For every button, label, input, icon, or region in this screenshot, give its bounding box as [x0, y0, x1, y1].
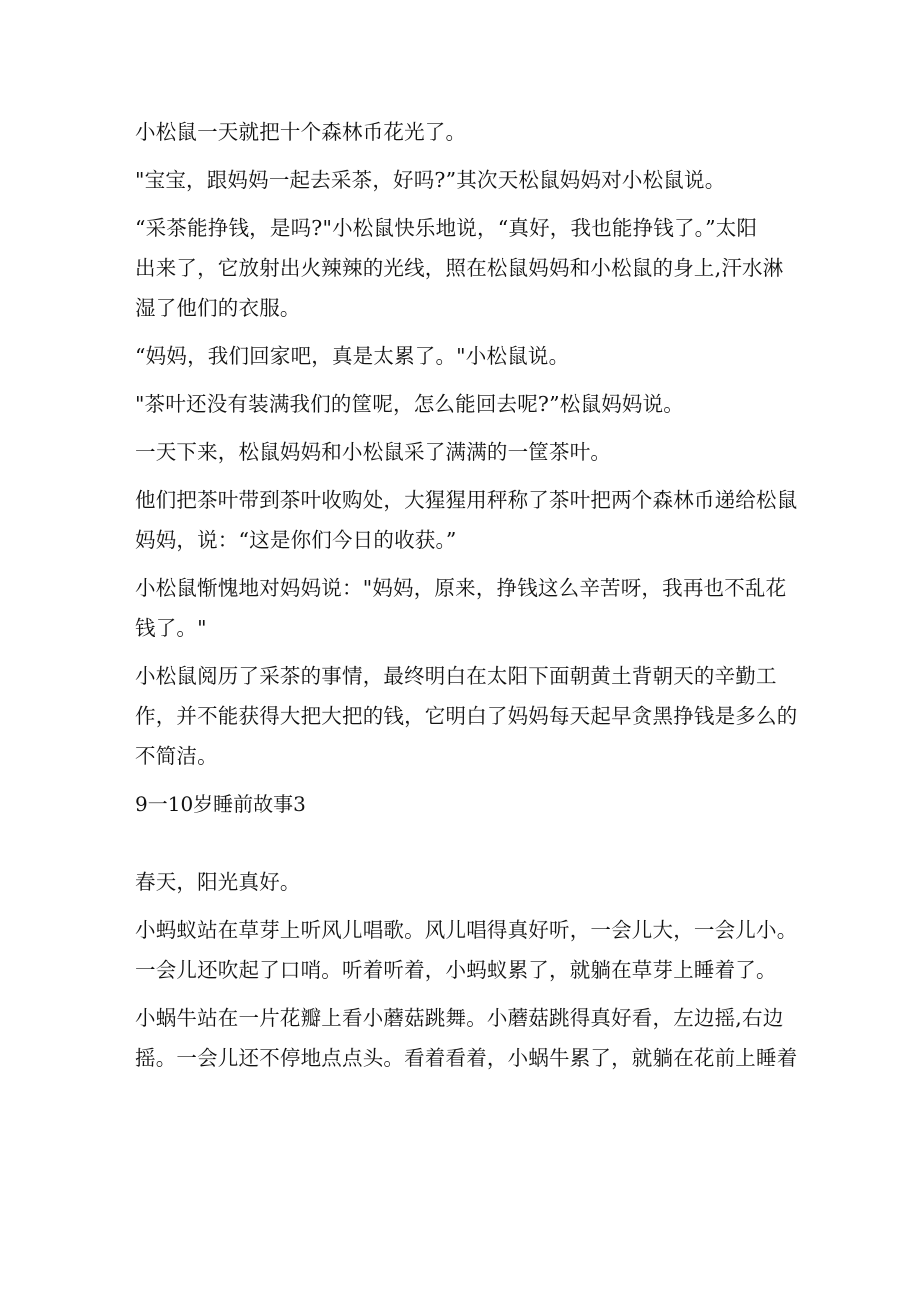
text-line: “妈妈，我们回家吧，真是太累了。"小松鼠说。 [135, 344, 570, 368]
text-line: 春天，阳光真好。 [135, 870, 301, 894]
paragraph-8 [135, 568, 787, 648]
paragraph-4 [135, 336, 783, 376]
paragraph-6 [135, 432, 783, 472]
text-line: “采茶能挣钱，是吗?"小松鼠快乐地说，“真好，我也能挣钱了。”太阳 [135, 216, 758, 240]
text-line: 小蚂蚁站在草芽上听风儿唱歌。风儿唱得真好听，一会儿大，一会儿小。 [135, 918, 798, 942]
text-line: 出来了，它放射出火辣辣的光线，照在松鼠妈妈和小松鼠的身上,汗水淋 [135, 256, 784, 280]
paragraph-12 [135, 998, 798, 1078]
text-line: 作，并不能获得大把大把的钱，它明白了妈妈每天起早贪黑挣钱是多么的 [135, 704, 798, 728]
paragraph-2 [135, 160, 783, 200]
text-line: 小蜗牛站在一片花瓣上看小蘑菇跳舞。小蘑菇跳得真好看，左边摇,右边 [135, 1006, 784, 1030]
text-line: 一会儿还吹起了口哨。听着听着，小蚂蚁累了，就躺在草芽上睡着了。 [135, 958, 777, 982]
paragraph-11 [135, 910, 798, 990]
document-body [135, 112, 798, 1086]
text-line: 摇。一会儿还不停地点点头。看着看着，小蜗牛累了，就躺在花前上睡着 [135, 1046, 798, 1070]
paragraph-1 [135, 112, 783, 152]
section-heading: 9一10岁睡前故事3 [135, 792, 306, 816]
paragraph-5 [135, 384, 783, 424]
text-line: 小松鼠阅历了采茶的事情，最终明白在太阳下面朝黄土背朝天的辛勤工 [135, 664, 777, 688]
text-line: 他们把茶叶带到茶叶收购处，大猩猩用秤称了茶叶把两个森林币递给松鼠 [135, 488, 798, 512]
paragraph-10 [135, 862, 783, 902]
text-line: "茶叶还没有装满我们的筐呢，怎么能回去呢?”松鼠妈妈说。 [135, 392, 684, 416]
text-line: 钱了。" [135, 616, 207, 640]
paragraph-7 [135, 480, 798, 560]
paragraph-3 [135, 208, 783, 328]
text-line: 小松鼠惭愧地对妈妈说："妈妈，原来，挣钱这么辛苦呀，我再也不乱花 [135, 576, 787, 600]
text-line: 小松鼠一天就把十个森林币花光了。 [135, 120, 467, 144]
paragraph-9 [135, 656, 798, 776]
text-line: 妈妈，说：“这是你们今日的收获。” [135, 528, 457, 552]
text-line: 湿了他们的衣服。 [135, 296, 301, 320]
text-line: 不简洁。 [135, 744, 218, 768]
text-line: "宝宝，跟妈妈一起去采茶，好吗?”其次天松鼠妈妈对小松鼠说。 [135, 168, 726, 192]
text-line: 一天下来，松鼠妈妈和小松鼠采了满满的一筐茶叶。 [135, 440, 612, 464]
